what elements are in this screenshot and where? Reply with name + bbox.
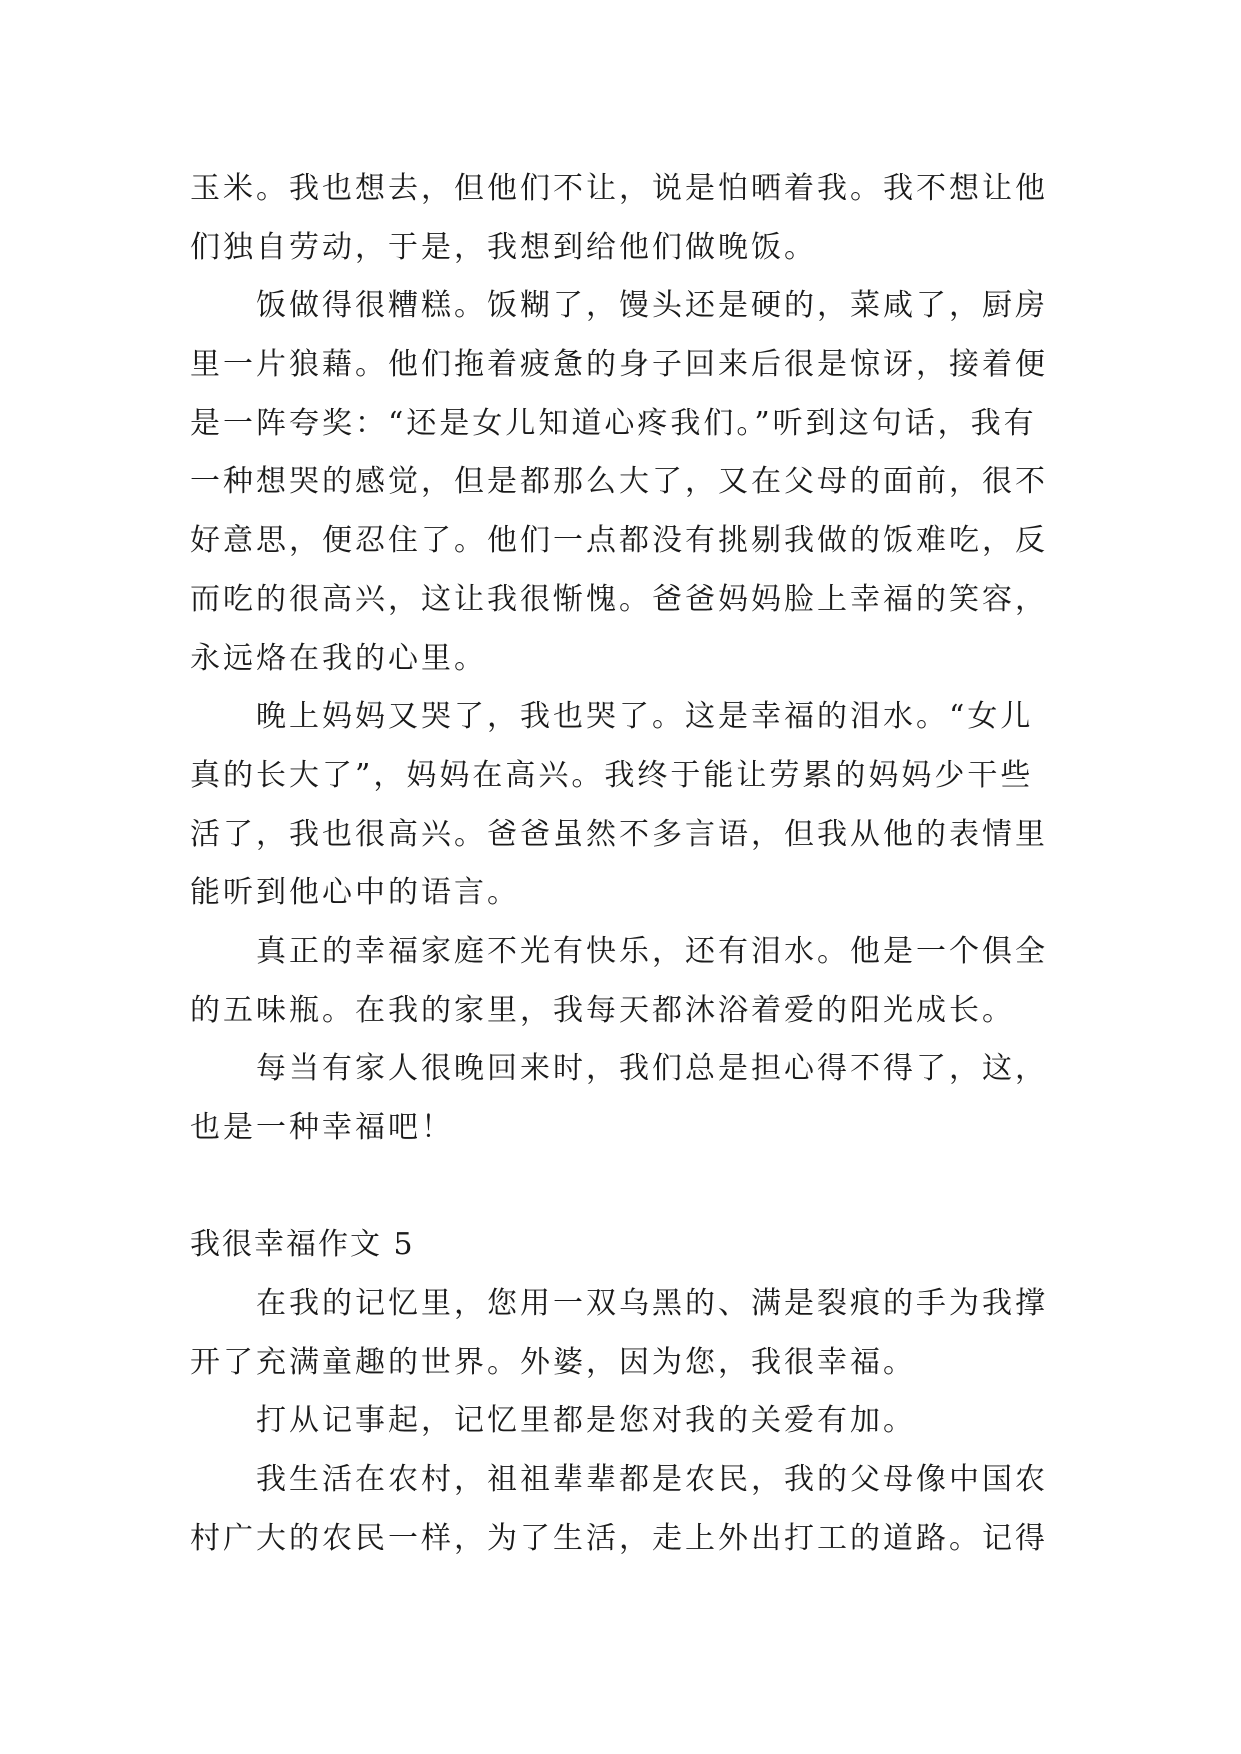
text-line: 玉米。我也想去，但他们不让，说是怕晒着我。我不想让他 [190,171,1048,206]
text-line: 也是一种幸福吧！ [190,1110,454,1145]
essay-heading: 我很幸福作文 5 [190,1227,415,1263]
text-line: 永远烙在我的心里。 [190,640,487,676]
text-line: 的五味瓶。在我的家里，我每天都沐浴着爱的阳光成长。 [190,992,1015,1028]
text-line: 在我的记忆里，您用一双乌黑的、满是裂痕的手为我撑 [256,1286,1048,1322]
text-line: 好意思，便忍住了。他们一点都没有挑剔我做的饭难吃，反 [190,523,1048,559]
blank-line [190,1158,1070,1217]
essay-body-part-2 [190,1275,1070,1568]
text-line: 打从记事起，记忆里都是您对我的关爱有加。 [256,1403,916,1439]
text-line: 而吃的很高兴，这让我很惭愧。爸爸妈妈脸上幸福的笑容， [190,581,1048,617]
text-line: 一种想哭的感觉，但是都那么大了，又在父母的面前，很不 [190,464,1048,500]
text-line: 们独自劳动，于是，我想到给他们做晚饭。 [190,229,817,265]
document-page [190,160,1070,1569]
text-line: 饭做得很糟糕。饭糊了，馒头还是硬的，菜咸了，厨房 [256,288,1048,324]
text-line: 里一片狼藉。他们拖着疲惫的身子回来后很是惊讶，接着便 [190,347,1048,383]
text-line: 能听到他心中的语言。 [190,875,520,911]
text-line: 真的长大了”，妈妈在高兴。我终于能让劳累的妈妈少干些 [190,757,1034,793]
text-line: 我生活在农村，祖祖辈辈都是农民，我的父母像中国农 [256,1462,1048,1498]
text-line: 晚上妈妈又哭了，我也哭了。这是幸福的泪水。“女儿 [256,699,1034,735]
essay-body-part-1 [190,160,1070,1158]
text-line: 村广大的农民一样，为了生活，走上外出打工的道路。记得 [190,1520,1048,1556]
text-line: 每当有家人很晚回来时，我们总是担心得不得了，这， [256,1051,1048,1087]
text-line: 真正的幸福家庭不光有快乐，还有泪水。他是一个俱全 [256,933,1048,969]
text-line: 是一阵夸奖：“还是女儿知道心疼我们。”听到这句话，我有 [190,405,1037,441]
text-line: 活了，我也很高兴。爸爸虽然不多言语，但我从他的表情里 [190,816,1048,852]
text-line: 开了充满童趣的世界。外婆，因为您，我很幸福。 [190,1344,916,1380]
